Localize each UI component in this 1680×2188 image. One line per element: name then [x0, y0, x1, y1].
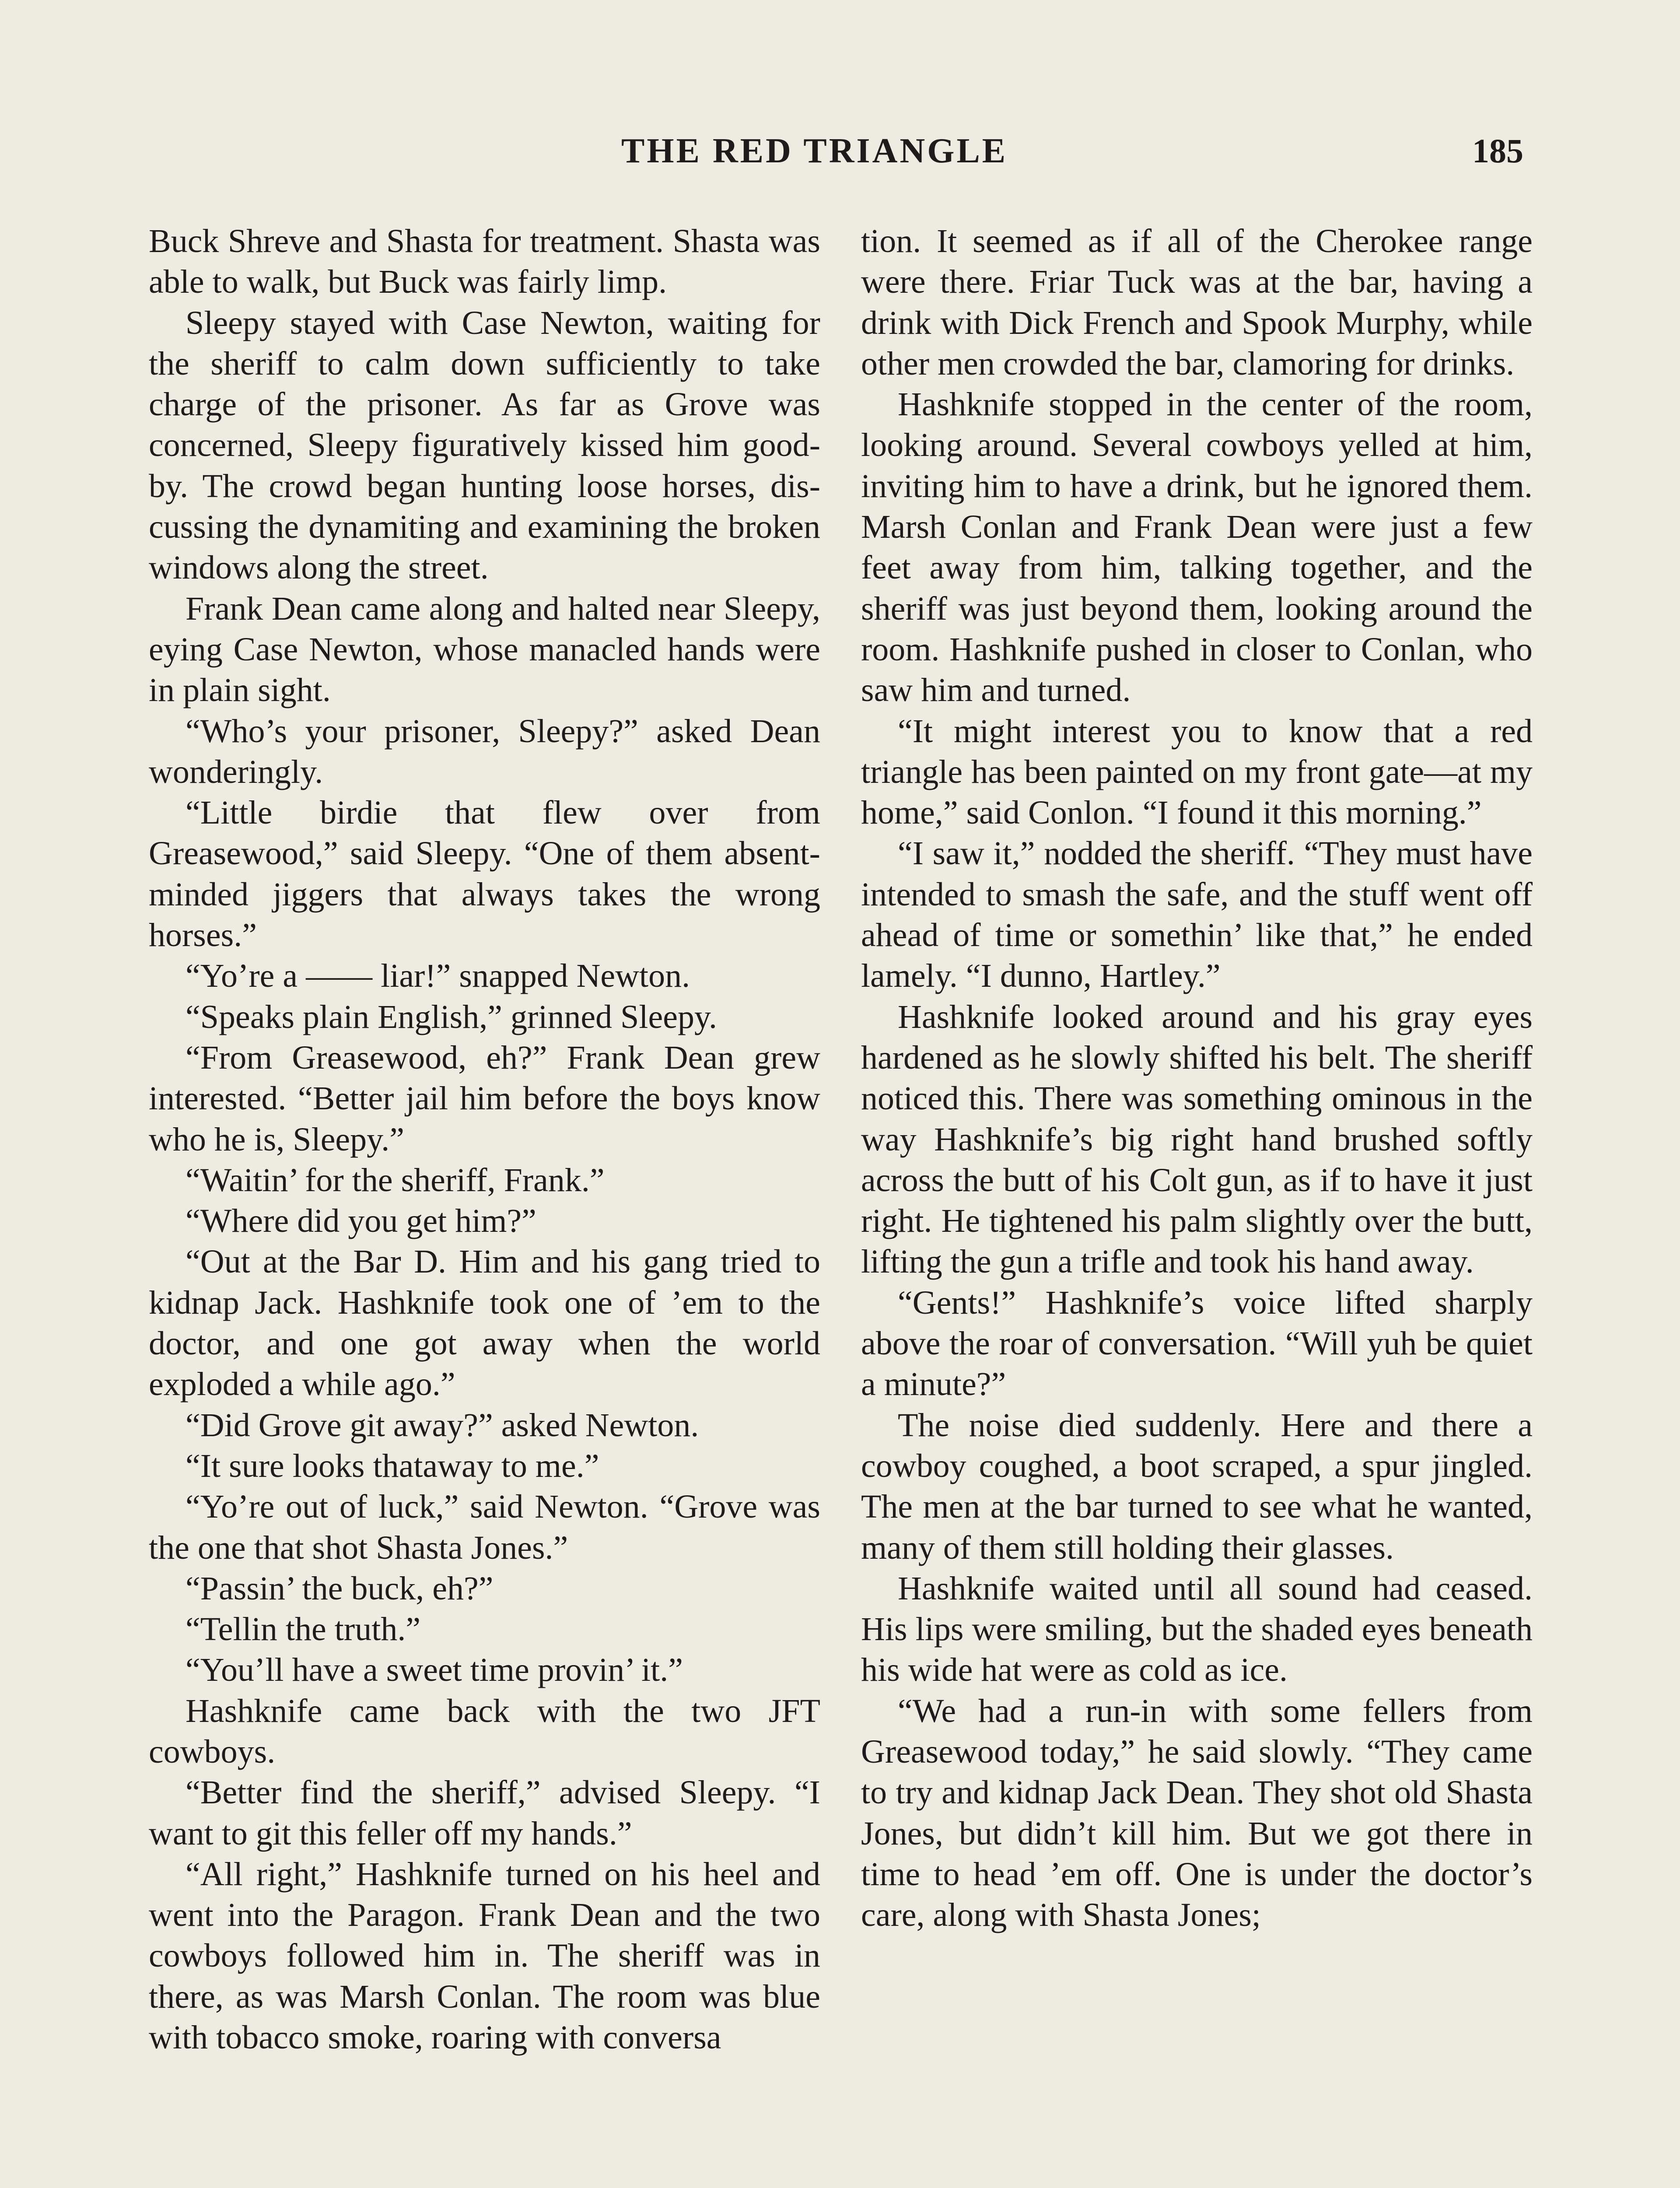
paragraph: Sleepy stayed with Case Newton, waiting for the sheriff to calm down sufficiently to take charge of the prisoner. As far as Grove was concerned, Sleepy figuratively kissed him good-by. The crowd began hunting loose horses, discussing the dynamiting and examining the broken windows along the street.: [149, 304, 820, 586]
paragraph: “It sure looks thataway to me.”: [186, 1447, 599, 1484]
paragraph: “Yo’re a —— liar!” snapped Newton.: [186, 957, 690, 995]
paragraph: Hashknife came back with the two JFT cowboys.: [149, 1692, 820, 1770]
paragraph: “You’ll have a sweet time provin’ it.”: [186, 1652, 683, 1689]
paragraph: Hashknife looked around and his gray eyes hardened as he slowly shifted his belt. The sheriff noticed this. There was something ominous in the way Hashknife’s big right hand brushed softly across the butt of his Colt gun, as if to have it just right. He tightened his palm slightly over the butt, lifting the gun a trifle and took his hand away.: [861, 998, 1533, 1280]
paragraph: Buck Shreve and Shasta for treatment. Shasta was able to walk, but Buck was fairly limp.: [149, 223, 820, 301]
paragraph: “All right,” Hashknife turned on his heel and went into the Paragon. Frank Dean and the two cowboys followed him in. The sheriff was in there, as was Marsh Conlan. The room was blue with tobacco smoke, roaring with conversa: [149, 1855, 820, 2056]
page-number: 185: [1472, 132, 1523, 170]
paragraph: Hashknife stopped in the center of the room, looking around. Several cowboys yelled at him, inviting him to have a drink, but he ignored them. Marsh Conlan and Frank Dean were just a few feet away from him, talking together, and the sheriff was just beyond them, looking around the room. Hashknife pushed in closer to Conlan, who saw him and turned.: [861, 386, 1533, 709]
paragraph: “Little birdie that flew over from Greasewood,” said Sleepy. “One of them absent-minded jiggers that always takes the wrong horses.”: [149, 794, 820, 954]
paragraph: “Better find the sheriff,” advised Sleepy. “I want to git this feller off my hands.”: [149, 1774, 820, 1852]
paragraph: “Who’s your prisoner, Sleepy?” asked Dean wonderingly.: [149, 712, 820, 790]
paragraph: “From Greasewood, eh?” Frank Dean grew interested. “Better jail him before the boys know who he is, Sleepy.”: [149, 1039, 820, 1158]
paragraph: “We had a run-in with some fellers from Greasewood today,” he said slowly. “They came to try and kidnap Jack Dean. They shot old Shasta Jones, but didn’t kill him. But we got there in time to head ’em off. One is under the doctor’s care, along with Shasta Jones;: [861, 1692, 1533, 1934]
paragraph: “Passin’ the buck, eh?”: [186, 1570, 494, 1607]
paragraph: “Out at the Bar D. Him and his gang tried to kidnap Jack. Hashknife took one of ’em to the doctor, and one got away when the world exploded a while ago.”: [149, 1243, 820, 1403]
page-header: [0, 131, 1680, 179]
paragraph: “Speaks plain English,” grinned Sleepy.: [186, 998, 718, 1035]
paragraph: “Yo’re out of luck,” said Newton. “Grove was the one that shot Shasta Jones.”: [149, 1488, 820, 1566]
running-title: THE RED TRIANGLE: [621, 132, 1008, 170]
paragraph: Hashknife waited until all sound had ceased. His lips were smiling, but the shaded eyes beneath his wide hat were as cold as ice.: [861, 1570, 1533, 1689]
left-column: [149, 221, 820, 2058]
right-column: [861, 221, 1533, 1936]
paragraph: “It might interest you to know that a red triangle has been painted on my front gate—at my home,” said Conlon. “I found it this morning.”: [861, 712, 1533, 831]
paragraph: tion. It seemed as if all of the Cherokee range were there. Friar Tuck was at the bar, having a drink with Dick French and Spook Murphy, while other men crowded the bar, clamoring for drinks.: [861, 223, 1533, 382]
paragraph: The noise died suddenly. Here and there a cowboy coughed, a boot scraped, a spur jingled. The men at the bar turned to see what he wanted, many of them still holding their glasses.: [861, 1406, 1533, 1566]
paragraph: “Gents!” Hashknife’s voice lifted sharply above the roar of conversation. “Will yuh be quiet a minute?”: [861, 1284, 1533, 1403]
paragraph: “Where did you get him?”: [186, 1203, 536, 1240]
paragraph: “Did Grove git away?” asked Newton.: [186, 1406, 699, 1444]
paragraph: “I saw it,” nodded the sheriff. “They must have intended to smash the safe, and the stuff went off ahead of time or somethin’ like that,” he ended lamely. “I dunno, Hartley.”: [861, 835, 1533, 995]
paragraph: “Waitin’ for the sheriff, Frank.”: [186, 1161, 605, 1199]
paragraph: Frank Dean came along and halted near Sleepy, eying Case Newton, whose manacled hands were in plain sight.: [149, 590, 820, 709]
paragraph: “Tellin the truth.”: [186, 1611, 421, 1648]
